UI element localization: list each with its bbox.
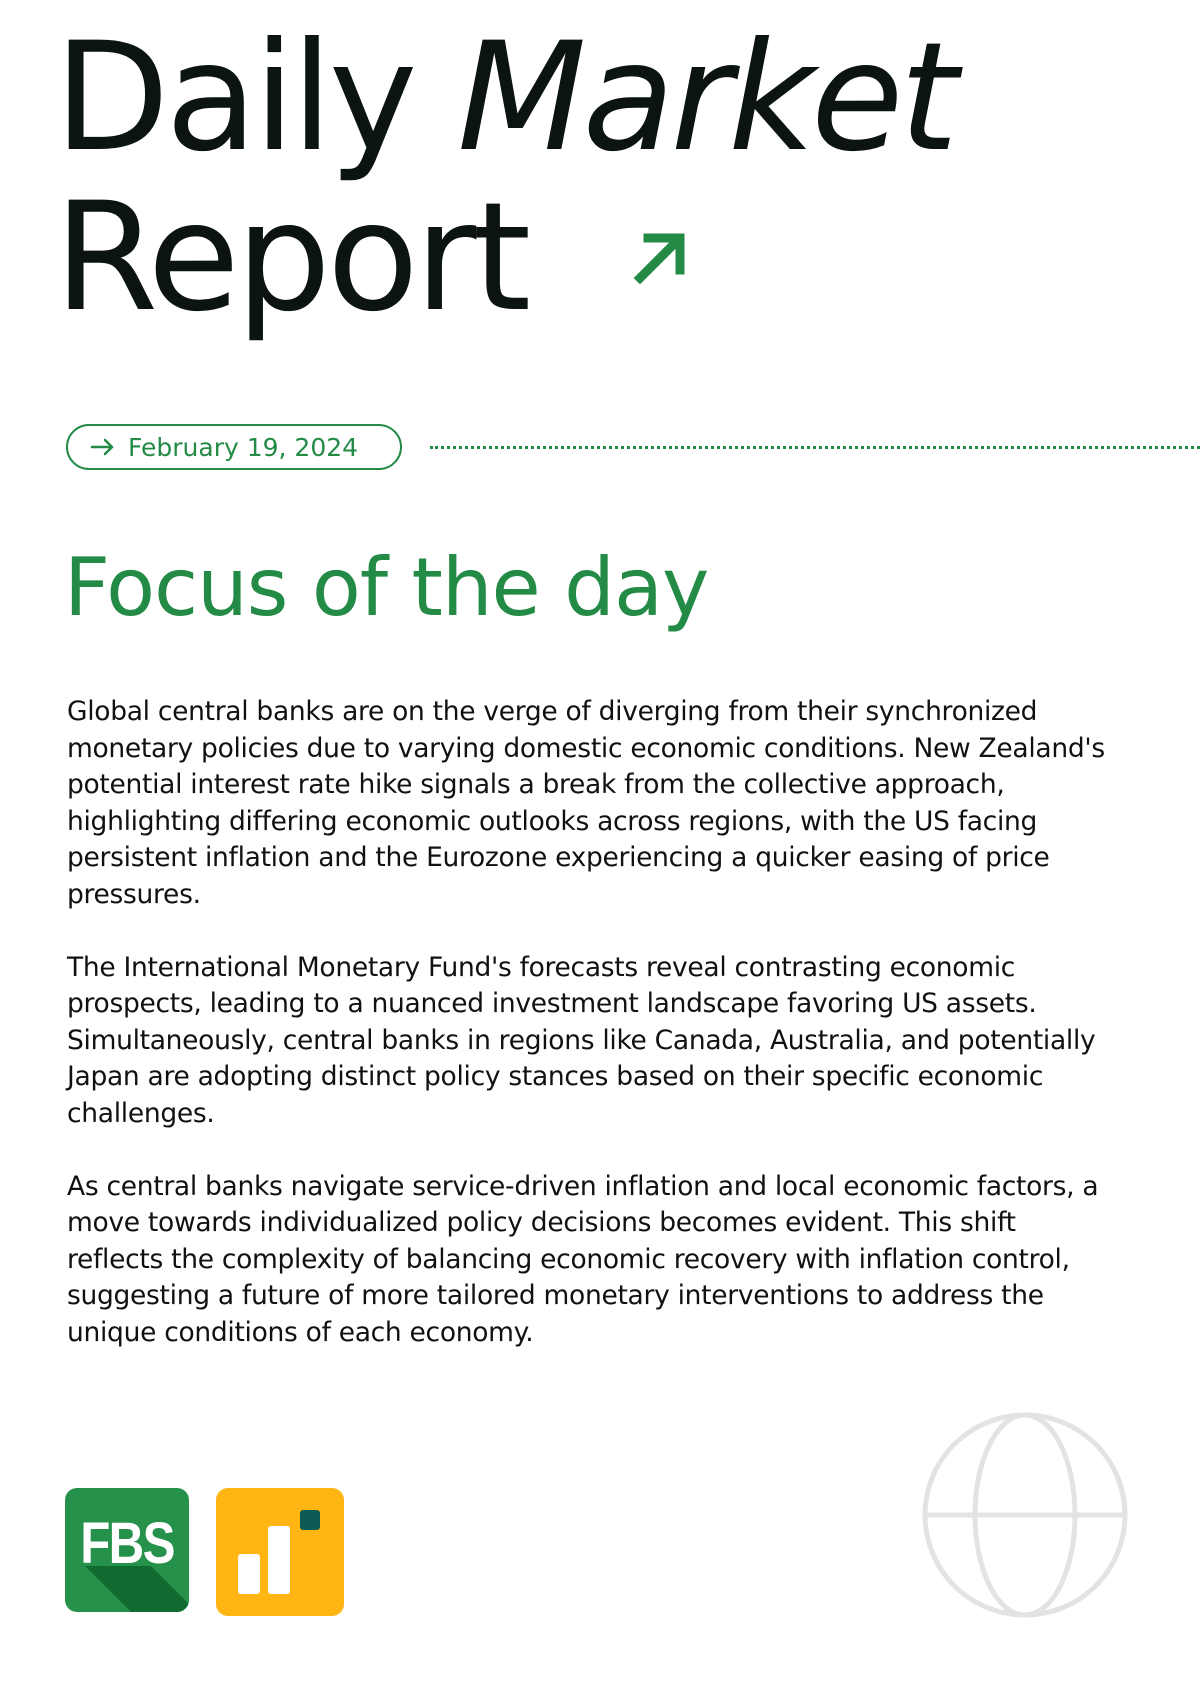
paragraph-1: Global central banks are on the verge of diverging from their synchronized monetary policies due to varying domestic economic conditions. New Zealand's potential interest rate hike signals a break from the collective approach, highlighting differing economic outlooks across regions, with the US facing persistent inflation and the Eurozone experiencing a quicker easing of price pressures.	[67, 696, 1105, 910]
title-line-2	[54, 171, 954, 345]
arrow-right-icon	[90, 437, 116, 457]
title-word-market: Market	[457, 11, 955, 185]
article-body	[67, 694, 1107, 1388]
fbs-logo-text: FBS	[80, 1511, 174, 1576]
title-word-report: Report	[54, 171, 528, 345]
dotted-divider	[430, 446, 1200, 449]
paragraph-2: The International Monetary Fund's forecasts reveal contrasting economic prospects, leading to a nuanced investment landscape favoring US assets. Simultaneously, central banks in regions like Canada, Australia, and potentially Japan are adopting distinct policy stances based on their specific economic challenges.	[67, 951, 1096, 1129]
section-title: Focus of the day	[64, 541, 709, 634]
date-badge	[66, 424, 402, 470]
title-line-1	[54, 11, 955, 185]
fbs-logo	[65, 1488, 189, 1612]
date-row	[66, 424, 1200, 474]
report-date: February 19, 2024	[128, 433, 359, 462]
title-word-daily: Daily	[54, 11, 414, 185]
report-title	[54, 11, 955, 345]
arrow-up-right-icon	[632, 228, 688, 284]
bar-chart-logo-icon	[216, 1488, 344, 1616]
paragraph-3: As central banks navigate service-driven inflation and local economic factors, a move towards individualized policy decisions becomes evident. This shift reflects the complexity of balancing economic recovery with inflation control, suggesting a future of more tailored monetary interventions to address the unique conditions of each economy.	[67, 1170, 1099, 1348]
globe-icon	[920, 1410, 1130, 1620]
